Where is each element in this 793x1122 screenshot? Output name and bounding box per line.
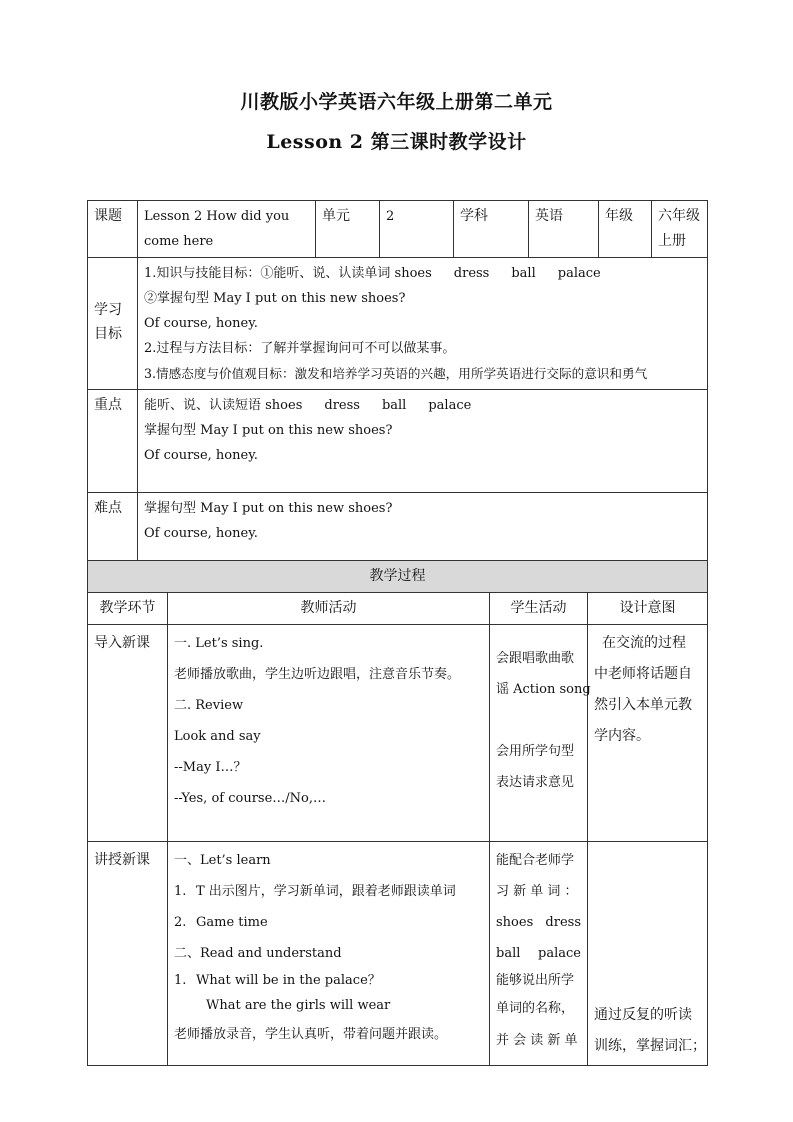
header-teacher: 教师活动 <box>168 593 490 625</box>
topic-value: Lesson 2 How did you come here <box>138 201 316 258</box>
intent-intro-line: 在交流的过程 <box>602 635 686 651</box>
header-student: 学生活动 <box>490 593 588 625</box>
intent-new-lesson <box>588 842 708 1066</box>
key-word-palace: palace <box>428 398 472 413</box>
document-subtitle: Lesson 2 第三课时教学设计 <box>266 131 527 153</box>
objective-line-5: 3.情感态度与价值观目标：激发和培养学习英语的兴趣，用所学英语进行交际的意识和勇气 <box>144 366 648 381</box>
difficulty-line-2: Of course, honey. <box>144 526 258 541</box>
key-line-1: 能听、说、认读短语 shoes <box>144 398 303 413</box>
teacher-intro <box>168 625 490 842</box>
intent-new-line: 通过反复的听读 <box>594 1007 692 1023</box>
teacher-new-line: 2. Game time <box>174 915 268 930</box>
key-word-ball: ball <box>381 398 407 413</box>
subject-label: 学科 <box>454 201 529 258</box>
key-points-content <box>138 390 708 493</box>
process-band-title: 教学过程 <box>88 561 708 593</box>
student-intro-line: 表达请求意见 <box>496 775 575 790</box>
teacher-new-lesson <box>168 842 490 1066</box>
word-palace: palace <box>557 266 601 281</box>
student-new-lesson <box>490 842 588 1066</box>
teacher-new-line: 1. T 出示图片，学习新单词，跟着老师跟读单词 <box>174 884 456 899</box>
student-intro <box>490 625 591 842</box>
intent-intro <box>588 625 708 842</box>
student-new-line: shoes dress <box>496 915 581 930</box>
student-new-line: 能配合老师学 <box>496 853 575 868</box>
student-new-line: 能够说出所学 <box>496 973 575 988</box>
teacher-intro-line: --Yes, of course…/No,… <box>174 791 326 806</box>
header-intent: 设计意图 <box>588 593 708 625</box>
difficulty-line-1: 掌握句型 May I put on this new shoes? <box>144 501 393 516</box>
teacher-intro-line: 老师播放歌曲，学生边听边跟唱，注意音乐节奏。 <box>174 667 461 682</box>
student-intro-line: 会用所学句型 <box>496 744 575 759</box>
key-line-3: Of course, honey. <box>144 448 258 463</box>
objectives-label: 学习目标 <box>88 258 138 390</box>
process-table <box>87 560 708 1066</box>
student-new-line: 单词的名称， <box>496 1001 575 1016</box>
intent-intro-line: 学内容。 <box>594 728 650 744</box>
objective-line-3: Of course, honey. <box>144 316 258 331</box>
student-new-line: 并 会 读 新 单 <box>496 1033 578 1048</box>
teacher-new-line: 1. What will be in the palace？ <box>174 973 381 988</box>
teacher-new-line: 一、Let’s learn <box>174 853 271 868</box>
objective-line-4: 2.过程与方法目标：了解并掌握询问可不可以做某事。 <box>144 341 456 356</box>
student-intro-line: 会跟唱歌曲歌 <box>496 651 575 666</box>
grade-value: 六年级上册 <box>652 201 708 258</box>
stage-new-lesson: 讲授新课 <box>88 842 168 1066</box>
objective-line-1: 1.知识与技能目标：①能听、说、认读单词 shoes <box>144 266 432 281</box>
student-intro-line: 谣 Action song <box>496 682 591 697</box>
document-title: 川教版小学英语六年级上册第二单元 <box>240 91 553 113</box>
intent-intro-line: 中老师将话题自 <box>594 666 692 682</box>
teacher-intro-line: --May I…？ <box>174 760 247 775</box>
teacher-new-line: 老师播放录音，学生认真听，带着问题并跟读。 <box>174 1027 448 1042</box>
key-word-dress: dress <box>324 398 360 413</box>
objectives-content <box>138 258 708 390</box>
unit-value: 2 <box>380 201 454 258</box>
grade-label: 年级 <box>599 201 652 258</box>
unit-label: 单元 <box>316 201 380 258</box>
subject-value: 英语 <box>529 201 599 258</box>
header-stage: 教学环节 <box>88 593 168 625</box>
key-points-label: 重点 <box>88 390 138 493</box>
word-ball: ball <box>511 266 536 281</box>
student-new-line: ball palace <box>496 946 581 961</box>
topic-label: 课题 <box>88 201 138 258</box>
word-dress: dress <box>453 266 490 281</box>
teacher-intro-line: 一. Let’s sing. <box>174 636 264 651</box>
teacher-new-line: What are the girls will wear <box>206 998 391 1013</box>
student-intro-line <box>496 705 581 736</box>
difficulties-content <box>138 493 708 570</box>
key-line-2: 掌握句型 May I put on this new shoes? <box>144 423 393 438</box>
stage-intro: 导入新课 <box>88 625 168 842</box>
objective-line-2: ②掌握句型 May I put on this new shoes? <box>144 291 406 306</box>
student-new-line: 习 新 单 词 ： <box>496 884 578 899</box>
intent-intro-line: 然引入本单元教 <box>594 697 692 713</box>
difficulties-label: 难点 <box>88 493 138 570</box>
teacher-intro-line: Look and say <box>174 729 261 744</box>
info-table <box>87 200 708 570</box>
intent-new-line: 训练，掌握词汇； <box>594 1038 706 1054</box>
teacher-intro-line: 二. Review <box>174 698 244 713</box>
teacher-new-line: 二、Read and understand <box>174 946 342 961</box>
